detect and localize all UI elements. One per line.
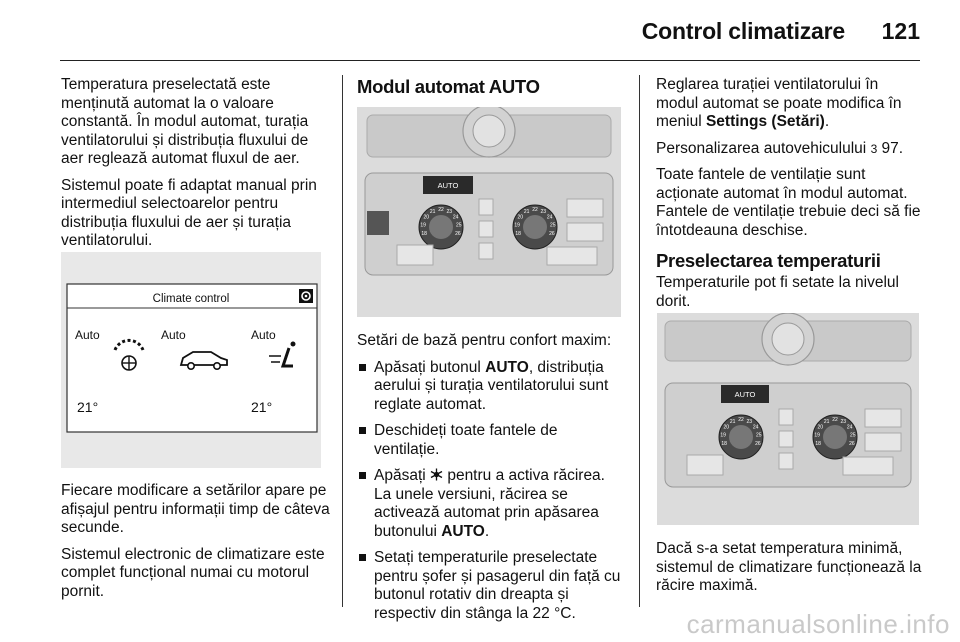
dial-number: 19 xyxy=(514,222,520,229)
dial-number: 19 xyxy=(420,222,426,229)
dial-number: 21 xyxy=(823,419,830,425)
list-item: Apăsați pentru a activa răcirea. La unele versiuni, răcirea se activează automat prin apăsarea butonului AUTO. xyxy=(357,467,623,541)
paragraph-display-info: Fiecare modificare a setărilor apare pe afișajul pentru informații timp de câteva secunde. xyxy=(61,482,330,536)
paragraph-preselected-temperature: Temperatura preselectată este menținută automat la o valoare constantă. În modul automat, turația ventilatorului și distribuția fluxului de aer reglează automat fluxul de aer. xyxy=(61,76,309,167)
dial-number: 18 xyxy=(515,231,521,238)
dial-number: 22 xyxy=(738,417,744,423)
control-panel-illustration xyxy=(357,107,621,317)
dial-number: 23 xyxy=(540,209,547,215)
dial-number: 20 xyxy=(517,214,524,221)
dial-number: 21 xyxy=(729,419,736,425)
paragraph-manual-adjust: Sistemul poate fi adaptat manual prin intermediul selectoarelor pentru distribuția fluxului de aer și turația ventilatorului. xyxy=(61,176,317,249)
dial-number: 21 xyxy=(523,209,530,215)
dial-number: 23 xyxy=(446,209,453,215)
dial-number: 20 xyxy=(423,214,430,221)
column-2 xyxy=(357,76,623,106)
watermark: carmanualsonline.info xyxy=(686,609,950,639)
list-item: Deschideți toate fantele de ventilație. xyxy=(357,422,623,459)
column-divider-1 xyxy=(342,75,343,607)
dial-number: 24 xyxy=(752,424,759,431)
dial-number: 26 xyxy=(755,441,761,448)
dial-number: 22 xyxy=(832,417,838,423)
column-divider-2 xyxy=(639,75,640,607)
column-1-lower xyxy=(61,482,331,609)
display-temp-right: 21° xyxy=(251,399,273,415)
dial-number: 19 xyxy=(814,432,820,439)
dial-number: 25 xyxy=(850,432,856,439)
dial-number: 26 xyxy=(455,231,461,238)
dial-number: 24 xyxy=(546,214,553,221)
climate-display-illustration xyxy=(61,252,321,468)
dial-number: 26 xyxy=(849,441,855,448)
auto-mode-control-panel-figure xyxy=(357,107,621,317)
snowflake-cooling-icon xyxy=(430,468,443,481)
settings-gear-icon xyxy=(299,289,313,303)
dial-number: 18 xyxy=(815,441,821,448)
paragraph-vehicle-personalization: Personalizarea autovehiculului 3 97. xyxy=(656,139,904,157)
paragraph-temperature-level: Temperaturile pot fi setate la nivelul dorit. xyxy=(656,274,899,310)
dial-number: 25 xyxy=(756,432,762,439)
climate-control-display-figure xyxy=(61,252,321,468)
dial-number: 20 xyxy=(723,424,730,431)
column-3 xyxy=(656,76,924,319)
temperature-panel-illustration xyxy=(657,313,919,525)
display-temp-left: 21° xyxy=(77,399,99,415)
dial-number: 23 xyxy=(840,419,847,425)
page-reference-arrow-icon: 3 xyxy=(870,141,878,156)
paragraph-max-cooling: Dacă s-a setat temperatura minimă, sistemul de climatizare funcționează la răcire maximă. xyxy=(656,540,922,594)
dial-number: 23 xyxy=(746,419,753,425)
temperature-knob-panel-figure xyxy=(657,313,919,525)
section-title-preselect-temperature: Preselectarea temperaturii xyxy=(656,250,881,271)
dial-number: 22 xyxy=(532,207,538,213)
dial-number: 22 xyxy=(438,207,444,213)
display-title: Climate control xyxy=(152,293,230,305)
dial-number: 24 xyxy=(452,214,459,221)
dial-number: 18 xyxy=(421,231,427,238)
column-2-lower xyxy=(357,332,623,631)
auto-button-label-1: AUTO xyxy=(437,181,459,190)
list-item: Apăsați butonul AUTO, distribuția aerului și turația ventilatorului sunt reglate automat. xyxy=(357,359,623,415)
auto-button-label-2: AUTO xyxy=(734,390,756,399)
page-header-title: Control climatizare xyxy=(641,18,845,44)
dial-number: 19 xyxy=(720,432,726,439)
display-auto-left: Auto xyxy=(75,328,100,342)
display-auto-mid: Auto xyxy=(161,328,186,342)
paragraph-comfort-intro: Setări de bază pentru confort maxim: xyxy=(357,332,612,349)
paragraph-fan-speed-menu: Reglarea turației ventilatorului în modul automat se poate modifica în meniul Settings (Setări). xyxy=(656,76,902,130)
page-number: 121 xyxy=(881,18,920,44)
display-auto-right: Auto xyxy=(251,328,276,342)
dial-number: 25 xyxy=(456,222,462,229)
dial-number: 26 xyxy=(549,231,555,238)
dial-number: 25 xyxy=(550,222,556,229)
paragraph-air-vents: Toate fantele de ventilație sunt acționate automat în modul automat. Fantele de ventilație trebuie deci să fie întotdeauna deschise. xyxy=(656,166,921,239)
column-1 xyxy=(61,76,331,259)
dial-number: 20 xyxy=(817,424,824,431)
comfort-steps-list xyxy=(357,359,623,624)
column-3-lower xyxy=(656,540,924,604)
paragraph-engine-running: Sistemul electronic de climatizare este complet funcțional numai cu motorul pornit. xyxy=(61,545,325,600)
dial-number: 21 xyxy=(429,209,436,215)
header-divider xyxy=(60,60,920,61)
dial-number: 24 xyxy=(846,424,853,431)
list-item: Setați temperaturile preselectate pentru șofer și pasagerul din față cu butonul rotativ din dreapta și respectiv din stânga la 22 °C. xyxy=(357,549,623,623)
section-title-auto-mode: Modul automat AUTO xyxy=(357,76,540,97)
dial-number: 18 xyxy=(721,441,727,448)
